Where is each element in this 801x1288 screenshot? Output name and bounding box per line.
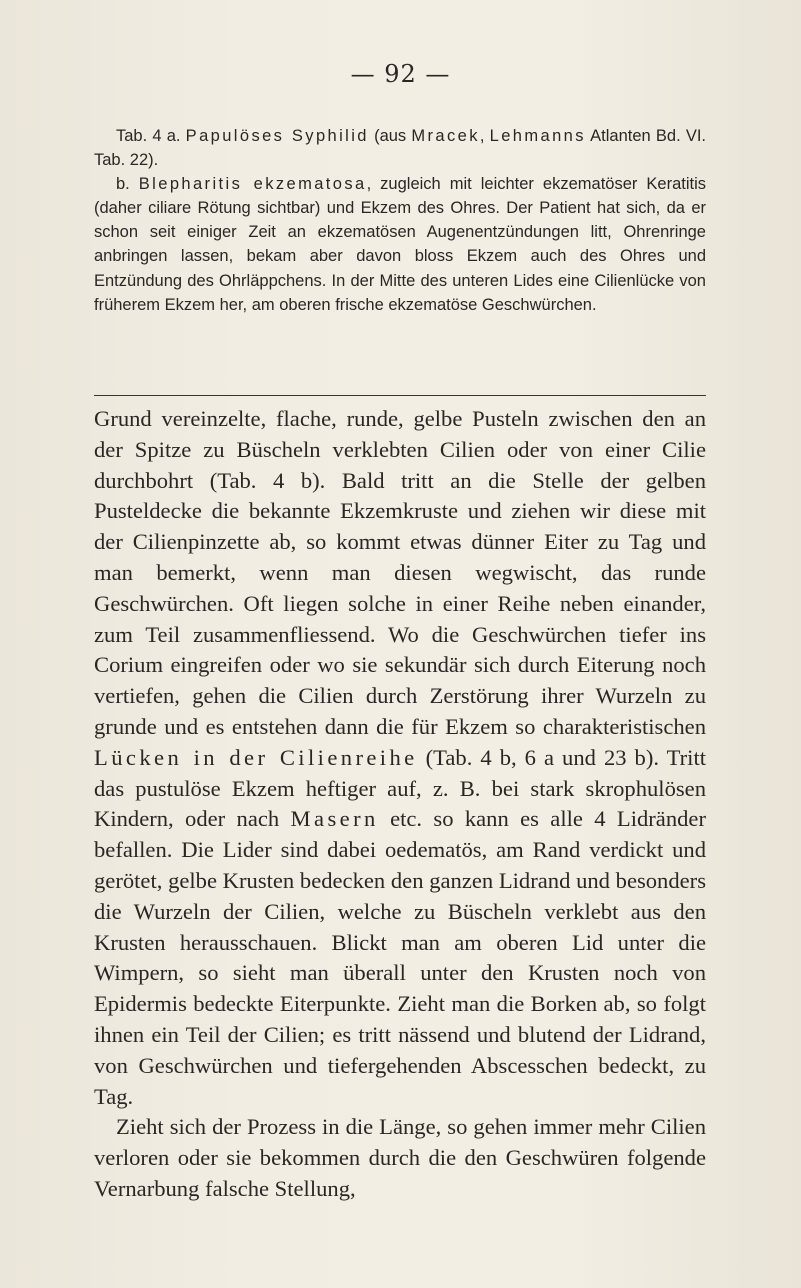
caption-a-text-2: , — [479, 127, 490, 145]
paragraph-1 — [94, 404, 706, 1112]
caption-b-text: , zugleich mit leichter ekzematöser Keratitis (daher ciliare Rötung sichtbar) und Ekzem des Ohres. Der Patient hat sich, da er schon seit einiger Zeit an ekzematösen Augenentzündungen litt, Ohrenringe anbringen lassen, bekam aber davon bloss Ekzem auch des Ohres und Entzündung des Ohrläppchens. In der Mitte des unteren Lides eine Cilienlücke von früherem Ekzem her, am oberen frische ekzematöse Geschwürchen. — [94, 175, 706, 314]
caption-a-label: Tab. 4 a. — [116, 127, 181, 145]
paragraph-1-part-2: (Tab. 4 b, 6 a und 23 b). Tritt das pustulöse Ekzem heftiger auf, z. B. bei stark skrophulösen Kindern, oder nach — [94, 744, 706, 832]
plate-caption — [94, 124, 706, 317]
paragraph-1-part-1: Grund vereinzelte, flache, runde, gelbe Pusteln zwischen den an der Spitze zu Büscheln verklebten Cilien oder von einer Cilie durchbohrt (Tab. 4 b). Bald tritt an die Stelle der gelben Pusteldecke die bekannte Ekzemkruste und ziehen wir diese mit der Cilienpinzette ab, so kommt etwas dünner Eiter zu Tag und man bemerkt, wenn man diesen wegwischt, das runde Geschwürchen. Oft liegen solche in einer Reihe neben einander, zum Teil zusammenfliessend. Wo die Geschwürchen tiefer ins Corium eingreifen oder wo sie sekundär sich durch Eiterung noch vertiefen, gehen die Cilien durch Zerstörung ihrer Wurzeln zu grunde und es entstehen dann die für Ekzem so charakteristischen — [94, 406, 706, 739]
caption-item-b — [94, 172, 706, 317]
paragraph-2: Zieht sich der Prozess in die Länge, so gehen immer mehr Cilien verloren oder sie bekommen durch die den Geschwüren folgende Vernarbung falsche Stellung, — [94, 1114, 706, 1201]
caption-a-text-3: Atlanten Bd. VI. Tab. 22). — [94, 127, 706, 170]
caption-b-label: b. — [116, 175, 130, 194]
caption-a-author-1: Mracek — [411, 127, 480, 145]
caption-b-term: Blepharitis ekzematosa — [138, 175, 367, 194]
paragraph-1-part-3: etc. so kann es alle 4 Lidränder befallen. Die Lider sind dabei oedematös, am Rand verdickt und gerötet, gelbe Krusten bedecken den ganzen Lidrand und besonders die Wurzeln der Cilien, welche zu Büscheln verklebt aus den Krusten herausschauen. Blickt man am oberen Lid unter die Wimpern, so sieht man überall unter den Krusten noch von Epidermis bedeckte Eiterpunkte. Zieht man die Borken ab, so folgt ihnen ein Teil der Cilien; es tritt nässend und blutend der Lidrand, von Geschwürchen und tiefergehenden Abscesschen bedeckt, zu Tag. — [94, 806, 706, 1109]
caption-item-a — [94, 124, 706, 172]
caption-a-text-1: (aus — [368, 127, 412, 145]
caption-a-term: Papulöses Syphilid — [185, 127, 369, 145]
emphasis-masern: Masern — [290, 806, 379, 832]
body-text — [94, 404, 706, 1205]
page-number: — 92 — — [350, 60, 451, 88]
caption-a-author-2: Lehmanns — [489, 127, 586, 145]
emphasis-cilienluecken: Lücken in der Cilienreihe — [94, 744, 418, 770]
caption-divider — [94, 395, 706, 396]
